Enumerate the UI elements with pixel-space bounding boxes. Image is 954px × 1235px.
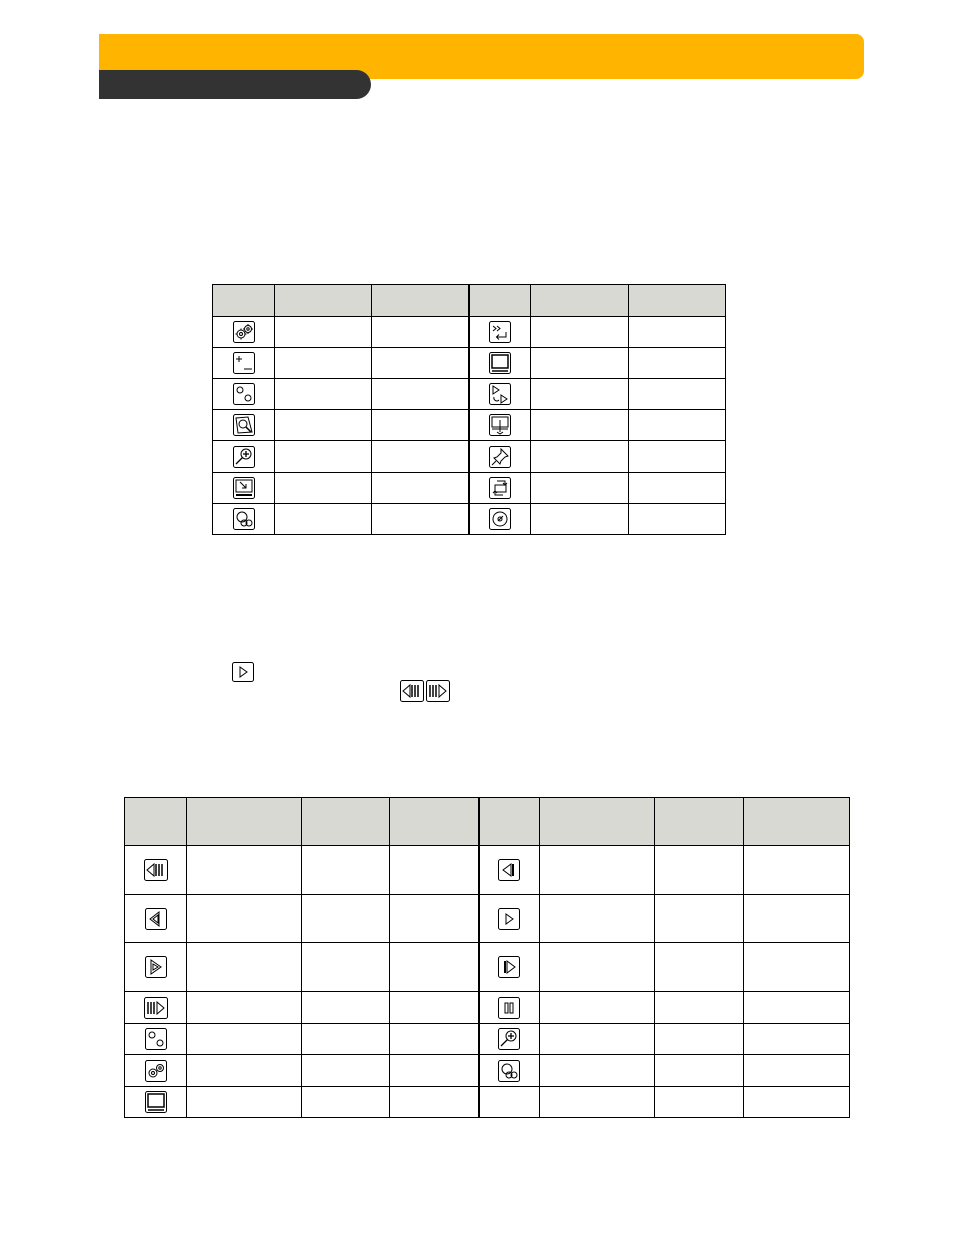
table-row: [125, 1087, 850, 1118]
table-header-row: [213, 285, 726, 317]
rotate-monitor-icon: [489, 477, 511, 499]
header-cell: [744, 798, 850, 846]
table-row: [213, 379, 726, 410]
fast-rewind-icon: [400, 680, 424, 702]
pause-icon: [498, 997, 520, 1019]
play-icon: [498, 908, 520, 930]
circles-icon: [145, 1028, 167, 1050]
header-cell: [275, 285, 372, 317]
play-icon: [232, 662, 254, 682]
table-row: [125, 895, 850, 943]
header-cell: [372, 285, 469, 317]
disc-icon: [489, 508, 511, 530]
zoom-in-icon: [498, 1028, 520, 1050]
fast-forward-icon: [144, 997, 168, 1019]
monitor-icon: [489, 352, 511, 374]
header-cell: [655, 798, 744, 846]
table-row: [213, 348, 726, 379]
step-back-icon: [498, 859, 520, 881]
reverse-play-icon: [145, 908, 167, 930]
step-forward-icon: [498, 956, 520, 978]
table-header-row: [125, 798, 850, 846]
table-row: [125, 1024, 850, 1055]
play-sequence-icon: [489, 383, 511, 405]
search-people-icon: [233, 508, 255, 530]
header-cell: [530, 285, 628, 317]
circles-icon: [233, 383, 255, 405]
table-row: [213, 317, 726, 348]
table-row: [213, 441, 726, 473]
header-cell: [213, 285, 275, 317]
table-row: [213, 410, 726, 441]
plus-minus-icon: [233, 352, 255, 374]
table-row: [125, 943, 850, 992]
header-cell: [469, 285, 530, 317]
download-monitor-icon: [233, 477, 255, 499]
playback-icon-table: [124, 797, 850, 1118]
header-cell: [628, 285, 725, 317]
image-search-icon: [233, 414, 255, 436]
table-row: [125, 992, 850, 1024]
split-move-icon: [489, 414, 511, 436]
pin-icon: [489, 446, 511, 468]
table-row: [213, 473, 726, 504]
settings-gears-icon: [233, 321, 255, 343]
search-people-icon: [498, 1060, 520, 1082]
toolbar-icon-table: [212, 284, 726, 535]
header-cell: [125, 798, 187, 846]
table-row: [125, 846, 850, 895]
header-tab: [99, 70, 371, 99]
next-enter-icon: [489, 321, 511, 343]
header-cell: [302, 798, 390, 846]
zoom-in-icon: [233, 446, 255, 468]
settings-gears-icon: [145, 1060, 167, 1082]
header-cell: [540, 798, 655, 846]
fast-rewind-icon: [144, 859, 168, 881]
header-cell: [390, 798, 479, 846]
header-cell: [479, 798, 540, 846]
table-row: [125, 1055, 850, 1087]
slow-forward-icon: [145, 956, 167, 978]
monitor-icon: [145, 1091, 167, 1113]
header-cell: [187, 798, 302, 846]
table-row: [213, 504, 726, 535]
fast-forward-icon: [426, 680, 450, 702]
